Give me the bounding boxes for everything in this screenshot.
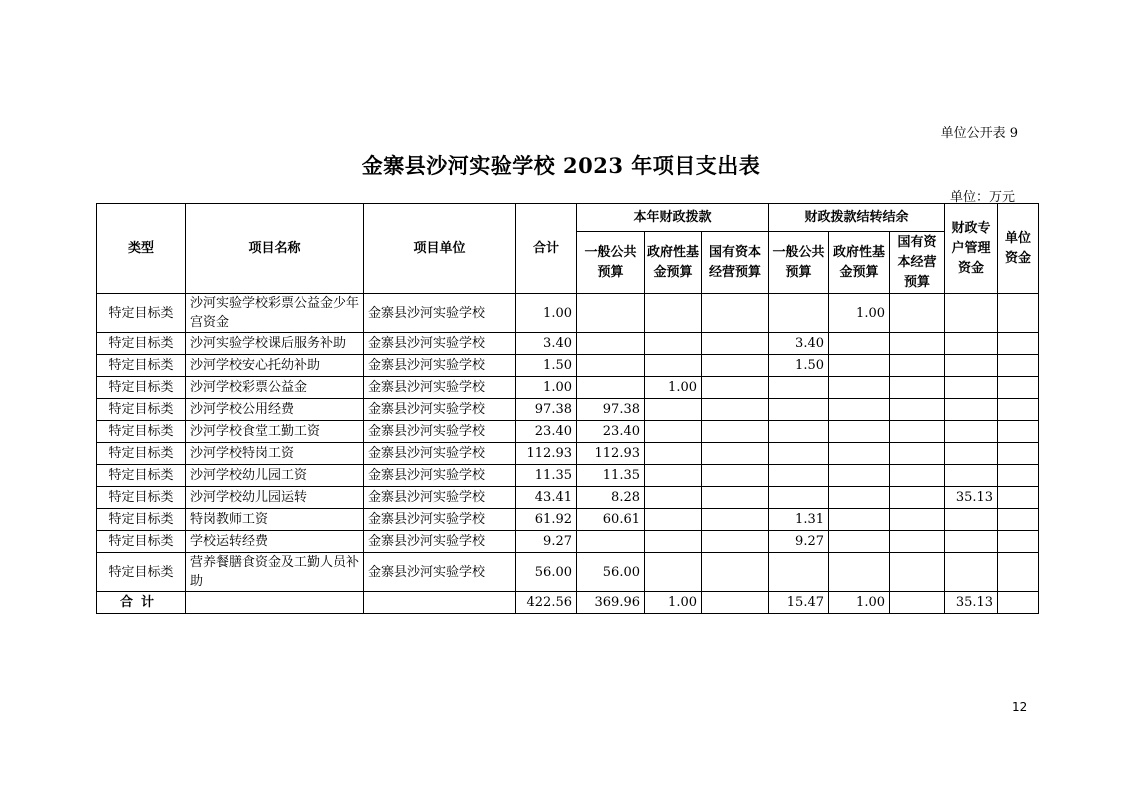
cell-total: 23.40: [516, 421, 577, 443]
page-number: 12: [1012, 700, 1028, 714]
cell-project-name: 沙河学校公用经费: [186, 399, 364, 421]
total-carry-general: 15.47: [769, 592, 829, 614]
cell-total: 56.00: [516, 553, 577, 592]
cell-carry-gov-fund: [829, 421, 890, 443]
cell-project-unit: 金寨县沙河实验学校: [364, 294, 516, 333]
unit-label: 单位：万元: [949, 190, 1015, 205]
table-row: [97, 509, 1039, 531]
cell-total: 1.00: [516, 377, 577, 399]
cell-project-name: 沙河实验学校彩票公益金少年宫资金: [186, 294, 364, 333]
cell-type: 特定目标类: [97, 487, 186, 509]
cell-cur-general: 56.00: [577, 553, 645, 592]
cell-cur-gov-fund: [645, 465, 702, 487]
cell-carry-state: [890, 509, 945, 531]
cell-carry-general: 3.40: [769, 333, 829, 355]
cell-project-name: 学校运转经费: [186, 531, 364, 553]
cell-total: 61.92: [516, 509, 577, 531]
cell-special: [945, 421, 998, 443]
cell-type: 特定目标类: [97, 553, 186, 592]
cell-cur-state: [702, 531, 769, 553]
cell-special: [945, 355, 998, 377]
table-row: [97, 355, 1039, 377]
cell-total: 1.00: [516, 294, 577, 333]
cell-total: 43.41: [516, 487, 577, 509]
cell-special: [945, 443, 998, 465]
cell-carry-gov-fund: [829, 465, 890, 487]
cell-cur-state: [702, 443, 769, 465]
cell-special: [945, 531, 998, 553]
cell-project-unit: 金寨县沙河实验学校: [364, 443, 516, 465]
cell-type: 特定目标类: [97, 333, 186, 355]
table-row: [97, 377, 1039, 399]
cell-total: 11.35: [516, 465, 577, 487]
table-row: [97, 531, 1039, 553]
total-cur-general: 369.96: [577, 592, 645, 614]
cell-unit-fund: [998, 294, 1039, 333]
cell-carry-state: [890, 377, 945, 399]
cell-carry-state: [890, 553, 945, 592]
cell-carry-gov-fund: [829, 531, 890, 553]
cell-total: 112.93: [516, 443, 577, 465]
table-row: [97, 487, 1039, 509]
header-carry-group: 财政拨款结转结余: [769, 204, 945, 232]
cell-cur-general: [577, 531, 645, 553]
cell-carry-general: 1.50: [769, 355, 829, 377]
cell-cur-gov-fund: [645, 443, 702, 465]
total-label: 合计: [97, 592, 186, 614]
cell-cur-gov-fund: [645, 399, 702, 421]
cell-cur-general: [577, 294, 645, 333]
cell-cur-gov-fund: [645, 333, 702, 355]
table-row: [97, 333, 1039, 355]
total-unit-empty: [364, 592, 516, 614]
cell-carry-state: [890, 355, 945, 377]
cell-cur-general: 23.40: [577, 421, 645, 443]
cell-cur-gov-fund: [645, 487, 702, 509]
cell-project-name: 特岗教师工资: [186, 509, 364, 531]
cell-project-unit: 金寨县沙河实验学校: [364, 553, 516, 592]
total-cur-state: [702, 592, 769, 614]
cell-cur-general: 60.61: [577, 509, 645, 531]
total-special: 35.13: [945, 592, 998, 614]
cell-special: [945, 465, 998, 487]
cell-carry-general: [769, 553, 829, 592]
cell-carry-gov-fund: 1.00: [829, 294, 890, 333]
cell-type: 特定目标类: [97, 465, 186, 487]
table-row: [97, 443, 1039, 465]
header-carry-gov-fund: 政府性基金预算: [829, 232, 890, 294]
cell-unit-fund: [998, 553, 1039, 592]
cell-carry-general: [769, 421, 829, 443]
cell-cur-general: [577, 333, 645, 355]
cell-project-unit: 金寨县沙河实验学校: [364, 355, 516, 377]
cell-project-unit: 金寨县沙河实验学校: [364, 465, 516, 487]
cell-carry-general: [769, 377, 829, 399]
cell-cur-state: [702, 509, 769, 531]
cell-carry-general: [769, 487, 829, 509]
cell-carry-general: 9.27: [769, 531, 829, 553]
cell-cur-state: [702, 553, 769, 592]
cell-cur-state: [702, 465, 769, 487]
cell-special: [945, 333, 998, 355]
cell-special: [945, 399, 998, 421]
total-total: 422.56: [516, 592, 577, 614]
cell-unit-fund: [998, 531, 1039, 553]
cell-unit-fund: [998, 487, 1039, 509]
cell-cur-gov-fund: [645, 553, 702, 592]
total-cur-gov-fund: 1.00: [645, 592, 702, 614]
cell-special: [945, 553, 998, 592]
cell-cur-state: [702, 333, 769, 355]
table-row: [97, 465, 1039, 487]
cell-carry-gov-fund: [829, 333, 890, 355]
header-carry-state-capital: 国有资本经营预算: [890, 232, 945, 294]
cell-cur-general: [577, 355, 645, 377]
cell-special: [945, 509, 998, 531]
cell-cur-state: [702, 377, 769, 399]
total-unit-fund: [998, 592, 1039, 614]
cell-carry-gov-fund: [829, 355, 890, 377]
cell-project-name: 沙河学校安心托幼补助: [186, 355, 364, 377]
cell-carry-gov-fund: [829, 553, 890, 592]
cell-type: 特定目标类: [97, 399, 186, 421]
cell-project-name: 沙河学校彩票公益金: [186, 377, 364, 399]
cell-carry-general: 1.31: [769, 509, 829, 531]
cell-unit-fund: [998, 465, 1039, 487]
cell-carry-gov-fund: [829, 509, 890, 531]
table-row: [97, 553, 1039, 592]
cell-special: 35.13: [945, 487, 998, 509]
cell-type: 特定目标类: [97, 377, 186, 399]
cell-cur-gov-fund: [645, 509, 702, 531]
total-name-empty: [186, 592, 364, 614]
cell-cur-state: [702, 355, 769, 377]
cell-carry-state: [890, 399, 945, 421]
cell-type: 特定目标类: [97, 509, 186, 531]
cell-project-unit: 金寨县沙河实验学校: [364, 333, 516, 355]
cell-carry-state: [890, 465, 945, 487]
cell-cur-state: [702, 294, 769, 333]
cell-project-name: 沙河学校幼儿园运转: [186, 487, 364, 509]
page-title: 金寨县沙河实验学校 2023 年项目支出表: [361, 153, 761, 178]
cell-total: 9.27: [516, 531, 577, 553]
cell-cur-general: 97.38: [577, 399, 645, 421]
cell-carry-gov-fund: [829, 443, 890, 465]
cell-project-name: 沙河学校特岗工资: [186, 443, 364, 465]
cell-cur-general: 112.93: [577, 443, 645, 465]
cell-cur-state: [702, 487, 769, 509]
header-project-name: 项目名称: [186, 204, 364, 294]
total-carry-state: [890, 592, 945, 614]
cell-carry-general: [769, 399, 829, 421]
cell-unit-fund: [998, 443, 1039, 465]
cell-carry-state: [890, 487, 945, 509]
cell-cur-gov-fund: 1.00: [645, 377, 702, 399]
cell-carry-gov-fund: [829, 377, 890, 399]
header-project-unit: 项目单位: [364, 204, 516, 294]
cell-cur-gov-fund: [645, 421, 702, 443]
cell-cur-gov-fund: [645, 355, 702, 377]
total-row: [97, 592, 1039, 614]
cell-type: 特定目标类: [97, 355, 186, 377]
total-carry-gov-fund: 1.00: [829, 592, 890, 614]
cell-cur-gov-fund: [645, 531, 702, 553]
cell-project-unit: 金寨县沙河实验学校: [364, 531, 516, 553]
cell-project-name: 营养餐膳食资金及工勤人员补助: [186, 553, 364, 592]
cell-total: 1.50: [516, 355, 577, 377]
cell-type: 特定目标类: [97, 443, 186, 465]
cell-carry-state: [890, 333, 945, 355]
cell-carry-state: [890, 531, 945, 553]
header-carry-general: 一般公共预算: [769, 232, 829, 294]
table-row: [97, 294, 1039, 333]
cell-carry-gov-fund: [829, 487, 890, 509]
cell-total: 3.40: [516, 333, 577, 355]
cell-unit-fund: [998, 399, 1039, 421]
cell-unit-fund: [998, 509, 1039, 531]
cell-project-name: 沙河学校食堂工勤工资: [186, 421, 364, 443]
cell-carry-general: [769, 294, 829, 333]
cell-carry-state: [890, 294, 945, 333]
cell-type: 特定目标类: [97, 421, 186, 443]
cell-project-name: 沙河实验学校课后服务补助: [186, 333, 364, 355]
header-current-general: 一般公共预算: [577, 232, 645, 294]
cell-cur-general: 8.28: [577, 487, 645, 509]
cell-carry-general: [769, 465, 829, 487]
form-id: 单位公开表 9: [940, 126, 1018, 141]
cell-project-unit: 金寨县沙河实验学校: [364, 377, 516, 399]
cell-project-unit: 金寨县沙河实验学校: [364, 487, 516, 509]
header-unit-fund: 单位资金: [998, 204, 1039, 294]
header-current-group: 本年财政拨款: [577, 204, 769, 232]
cell-special: [945, 377, 998, 399]
cell-unit-fund: [998, 421, 1039, 443]
cell-project-unit: 金寨县沙河实验学校: [364, 509, 516, 531]
header-current-state-capital: 国有资本经营预算: [702, 232, 769, 294]
cell-unit-fund: [998, 377, 1039, 399]
cell-project-unit: 金寨县沙河实验学校: [364, 399, 516, 421]
header-total: 合计: [516, 204, 577, 294]
header-type: 类型: [97, 204, 186, 294]
cell-cur-gov-fund: [645, 294, 702, 333]
cell-carry-state: [890, 421, 945, 443]
cell-total: 97.38: [516, 399, 577, 421]
cell-cur-general: 11.35: [577, 465, 645, 487]
cell-carry-gov-fund: [829, 399, 890, 421]
cell-unit-fund: [998, 355, 1039, 377]
cell-cur-general: [577, 377, 645, 399]
cell-cur-state: [702, 399, 769, 421]
cell-cur-state: [702, 421, 769, 443]
table-row: [97, 399, 1039, 421]
cell-carry-general: [769, 443, 829, 465]
project-expenditure-table: [96, 203, 1039, 614]
table-row: [97, 421, 1039, 443]
cell-project-name: 沙河学校幼儿园工资: [186, 465, 364, 487]
cell-carry-state: [890, 443, 945, 465]
cell-special: [945, 294, 998, 333]
header-special-fund: 财政专户管理资金: [945, 204, 998, 294]
header-current-gov-fund: 政府性基金预算: [645, 232, 702, 294]
cell-unit-fund: [998, 333, 1039, 355]
cell-project-unit: 金寨县沙河实验学校: [364, 421, 516, 443]
cell-type: 特定目标类: [97, 531, 186, 553]
cell-type: 特定目标类: [97, 294, 186, 333]
